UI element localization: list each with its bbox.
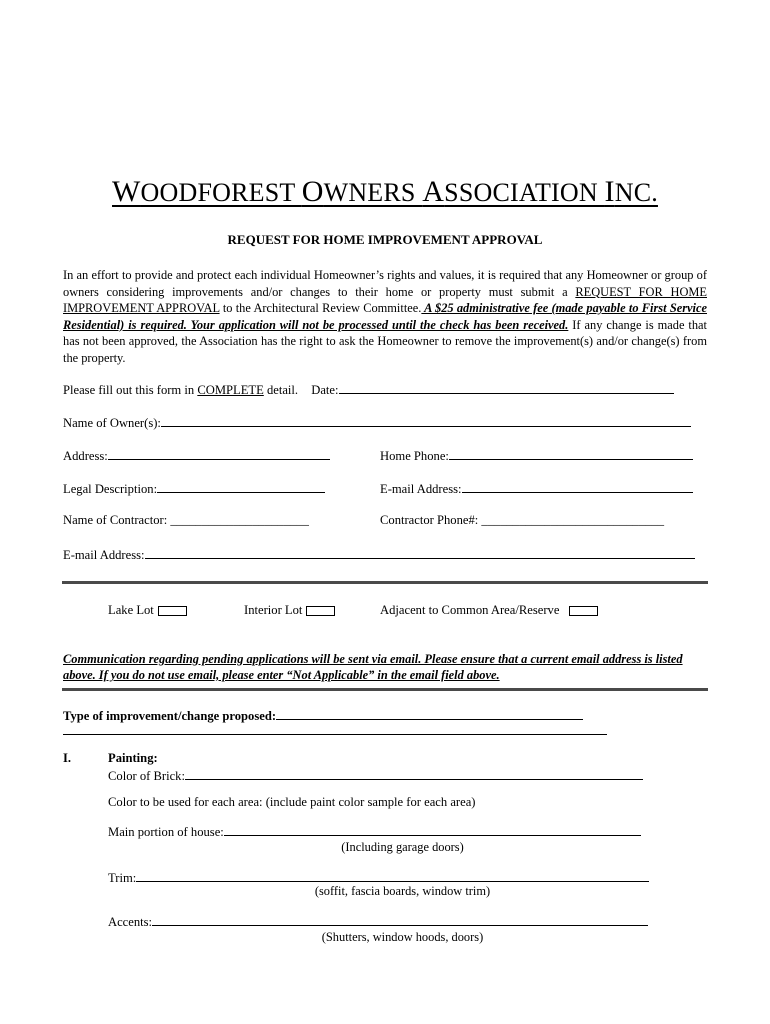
intro-form-name: REQUEST FOR HOME IMPROVEMENT APPROVAL bbox=[63, 284, 707, 316]
communication-notice: Communication regarding pending applications will be sent via email. Please ensure that a current email address is listed above. If you do not use email, please enter “Not Applicable” in the email field above. bbox=[63, 652, 683, 682]
main-portion-label: Main portion of house: bbox=[108, 825, 224, 839]
fill-instruction: detail. bbox=[263, 383, 299, 397]
main-portion-row bbox=[108, 823, 641, 840]
address-field[interactable] bbox=[108, 447, 330, 460]
brick-label: Color of Brick: bbox=[108, 769, 185, 783]
improvement-type-field[interactable] bbox=[276, 707, 583, 720]
title-part: NC. bbox=[614, 178, 658, 207]
section-divider bbox=[62, 688, 708, 691]
form-subtitle: REQUEST FOR HOME IMPROVEMENT APPROVAL bbox=[227, 232, 543, 247]
contractor-label[interactable]: Name of Contractor: ______________________ bbox=[63, 513, 309, 527]
title-initial: I bbox=[604, 175, 615, 208]
email-label: E-mail Address: bbox=[380, 482, 462, 496]
contractor-row bbox=[63, 513, 309, 528]
owner-field[interactable] bbox=[161, 414, 691, 427]
main-portion-field[interactable] bbox=[224, 823, 641, 836]
email-field[interactable] bbox=[462, 480, 693, 493]
fill-instruction: Please fill out this form in bbox=[63, 383, 198, 397]
interior-lot-checkbox[interactable] bbox=[306, 606, 335, 616]
legal-row bbox=[63, 480, 325, 497]
date-label: Date: bbox=[311, 383, 339, 397]
legal-label: Legal Description: bbox=[63, 482, 158, 496]
title-part: SSOCIATION bbox=[444, 178, 605, 207]
intro-text: In an effort to provide and protect each individual Homeowner’s rights and values, it is required that any Homeowner or group of owners considering improvements and/or changes to their home or property must submit a bbox=[63, 268, 707, 299]
accents-row bbox=[108, 913, 648, 930]
contractor-phone-row bbox=[380, 513, 664, 528]
title-initial: O bbox=[301, 175, 324, 208]
color-each-note: Color to be used for each area: (include paint color sample for each area) bbox=[108, 795, 476, 809]
lake-lot-label: Lake Lot bbox=[108, 603, 154, 617]
intro-text: to the Architectural Review Committee. bbox=[219, 301, 422, 316]
interior-lot-label: Interior Lot bbox=[244, 603, 303, 617]
address-row bbox=[63, 447, 330, 464]
home-phone-field[interactable] bbox=[449, 447, 693, 460]
contractor-email-label: E-mail Address: bbox=[63, 548, 145, 562]
trim-label: Trim: bbox=[108, 871, 137, 885]
title-part: WNERS bbox=[323, 178, 423, 207]
improvement-type-field-2[interactable] bbox=[63, 734, 607, 735]
trim-field[interactable] bbox=[136, 869, 649, 882]
owner-row bbox=[63, 414, 691, 431]
improvement-type-row bbox=[63, 707, 583, 724]
section-divider bbox=[62, 581, 708, 584]
brick-row bbox=[108, 767, 643, 784]
fill-complete: COMPLETE bbox=[197, 383, 264, 397]
intro-text: If any change is made that has not been approved, the Association has the right to ask the Homeowner to remove the improvement(s) and/or change(s) from the property. bbox=[63, 317, 707, 365]
accents-field[interactable] bbox=[152, 913, 648, 926]
improvement-type-label: Type of improvement/change proposed: bbox=[63, 709, 277, 723]
lot-lake bbox=[108, 603, 187, 618]
address-label: Address: bbox=[63, 449, 108, 463]
main-portion-note: (Including garage doors) bbox=[341, 840, 464, 854]
lot-adjacent bbox=[380, 603, 598, 618]
date-field[interactable] bbox=[339, 381, 674, 394]
home-phone-label: Home Phone: bbox=[380, 449, 449, 463]
page-title bbox=[0, 175, 770, 209]
title-initial: A bbox=[422, 175, 445, 208]
home-phone-row bbox=[380, 447, 693, 464]
brick-field[interactable] bbox=[185, 767, 643, 780]
intro-paragraph bbox=[63, 267, 707, 367]
title-part: OODFOREST bbox=[140, 178, 302, 207]
title-initial: W bbox=[112, 175, 141, 208]
contractor-email-row bbox=[63, 546, 695, 563]
owner-label: Name of Owner(s): bbox=[63, 416, 161, 430]
lot-interior bbox=[244, 603, 335, 618]
email-row-1 bbox=[380, 480, 693, 497]
accents-label: Accents: bbox=[108, 915, 153, 929]
contractor-email-field[interactable] bbox=[145, 546, 695, 559]
adjacent-lot-label: Adjacent to Common Area/Reserve bbox=[380, 603, 560, 617]
contractor-phone-label[interactable]: Contractor Phone#: _____________________________ bbox=[380, 513, 665, 527]
intro-fee-notice: A $25 administrative fee (made payable to First Service Residential) is required. Your application will not be processed until the check has been received. bbox=[63, 301, 707, 332]
adjacent-lot-checkbox[interactable] bbox=[569, 606, 598, 616]
lake-lot-checkbox[interactable] bbox=[158, 606, 187, 616]
legal-field[interactable] bbox=[157, 480, 325, 493]
accents-note: (Shutters, window hoods, doors) bbox=[321, 930, 484, 944]
section-title: Painting: bbox=[108, 751, 158, 765]
trim-note: (soffit, fascia boards, window trim) bbox=[314, 884, 491, 898]
section-number: I. bbox=[63, 751, 72, 765]
fill-instruction-row bbox=[63, 381, 674, 398]
